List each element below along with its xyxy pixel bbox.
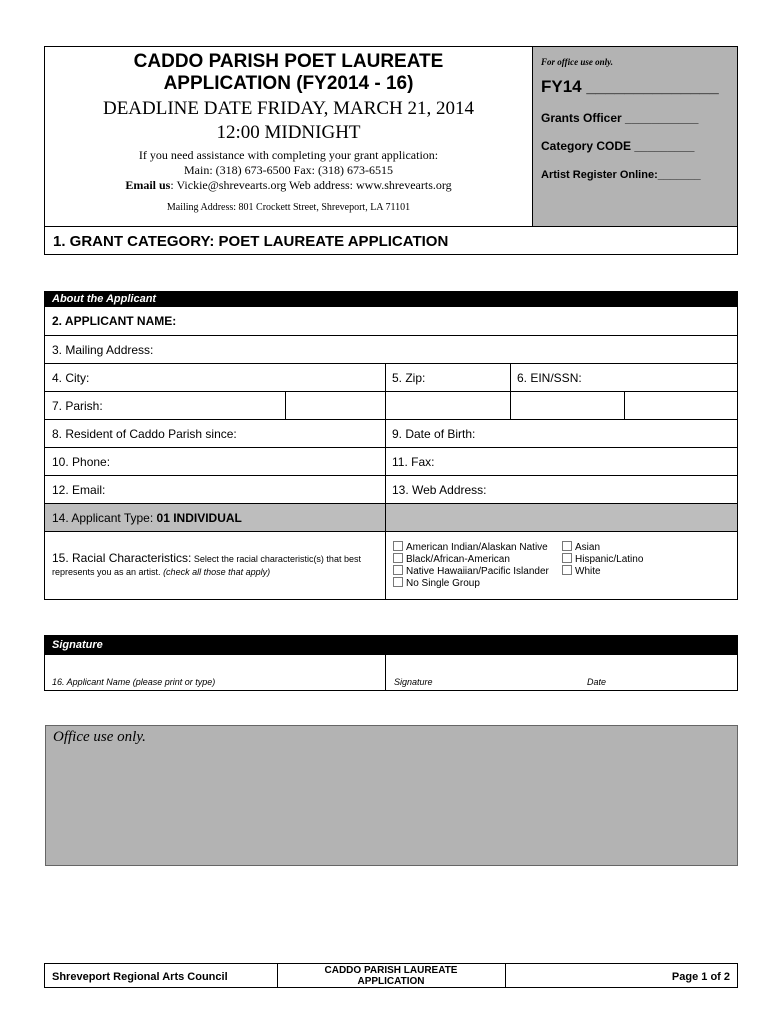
racial-characteristics-row [44,532,738,600]
form-title-line2: APPLICATION (FY2014 - 16) [163,73,414,94]
footer-org: Shreveport Regional Arts Council [52,971,228,983]
divider [385,392,386,419]
resident-dob-row [44,420,738,448]
footer-title [277,964,505,987]
divider [510,392,511,419]
mailing-address-text: Mailing Address: 801 Crockett Street, Shreveport, LA 71101 [166,202,411,213]
checkbox[interactable] [562,553,572,563]
page-number: Page 1 of 2 [671,971,730,983]
divider [385,504,386,531]
category-code-field: Category CODE _________ [541,139,695,153]
date-field[interactable]: Date [587,677,607,687]
header-title-block [45,47,533,226]
divider [624,392,625,419]
phone-fax-row [44,448,738,476]
email-web-value: : Vickie@shrevearts.org Web address: www.shrevearts.org [170,178,452,192]
phone-fax-text: Main: (318) 673-6500 Fax: (318) 673-6515 [184,163,393,177]
web-address-field[interactable]: 13. Web Address: [392,483,487,497]
city-zip-ein-row [44,364,738,392]
race-label: Hispanic/Latino [575,554,644,565]
checkbox[interactable] [393,553,403,563]
ein-ssn-field[interactable]: 6. EIN/SSN: [517,371,582,385]
applicant-type-field[interactable] [45,504,385,531]
office-use-label: For office use only. [541,57,613,67]
race-option[interactable] [393,577,480,590]
racial-title: 15. Racial Characteristics: [52,551,192,565]
email-web-row [44,476,738,504]
applicant-type-value: 01 INDIVIDUAL [156,511,242,525]
parish-field[interactable]: 7. Parish: [52,399,103,413]
email-field[interactable]: 12. Email: [52,483,106,497]
zip-field[interactable]: 5. Zip: [392,371,426,385]
date-of-birth-field[interactable]: 9. Date of Birth: [392,427,476,441]
mailing-address-row[interactable] [44,336,738,364]
racial-characteristics-label [45,532,379,599]
applicant-name-row[interactable] [44,307,738,336]
mailing-address-label: 3. Mailing Address: [52,343,154,357]
race-label: American Indian/Alaskan Native [406,542,548,553]
race-label: Black/African-American [406,554,510,565]
checkbox[interactable] [562,565,572,575]
race-label: Asian [575,542,601,553]
applicant-name-print-field[interactable]: 16. Applicant Name (please print or type) [52,677,216,687]
divider [385,655,386,690]
race-option[interactable] [562,565,601,578]
racial-help: Select the racial characteristic(s) that best represents you as an artist. [52,554,361,577]
deadline-line1: DEADLINE DATE FRIDAY, MARCH 21, 2014 [102,98,475,119]
phone-field[interactable]: 10. Phone: [52,455,111,469]
signature-row [44,655,738,691]
resident-since-field[interactable]: 8. Resident of Caddo Parish since: [52,427,237,441]
footer-title-line1: CADDO PARISH LAUREATE [324,965,458,976]
checkbox[interactable] [393,577,403,587]
office-use-panel [533,47,737,226]
checkbox[interactable] [393,541,403,551]
divider [385,532,386,599]
footer-title-line2: APPLICATION [357,976,425,987]
race-label: White [575,566,601,577]
city-field[interactable]: 4. City: [52,371,90,385]
form-title-line1: CADDO PARISH POET LAUREATE [133,51,444,72]
applicant-type-row [44,504,738,532]
email-web-text [45,178,532,193]
checkbox[interactable] [562,541,572,551]
fy14-field: FY14 ______________ [541,77,719,96]
artist-register-field: Artist Register Online:_______ [541,169,701,181]
signature-bar: Signature [44,635,738,655]
email-label: Email us [125,178,171,192]
applicant-name-label: 2. APPLICANT NAME: [52,314,177,328]
about-applicant-bar: About the Applicant [44,291,738,307]
application-header [44,46,738,227]
checkbox[interactable] [393,565,403,575]
deadline-line2: 12:00 MIDNIGHT [216,122,361,143]
race-label: No Single Group [406,578,480,589]
race-label: Native Hawaiian/Pacific Islander [406,566,549,577]
grants-officer-field: Grants Officer ___________ [541,111,699,125]
assistance-text: If you need assistance with completing your grant application: [138,148,439,162]
fax-field[interactable]: 11. Fax: [392,455,435,469]
grant-category-heading: 1. GRANT CATEGORY: POET LAUREATE APPLICATION [44,227,738,255]
parish-row [44,392,738,420]
racial-help-note: (check all those that apply) [163,567,271,577]
applicant-type-label: 14. Applicant Type: [52,511,157,525]
office-use-box: Office use only. [45,725,738,866]
signature-field[interactable]: Signature [394,677,433,687]
divider [285,392,286,419]
page-footer [44,963,738,988]
